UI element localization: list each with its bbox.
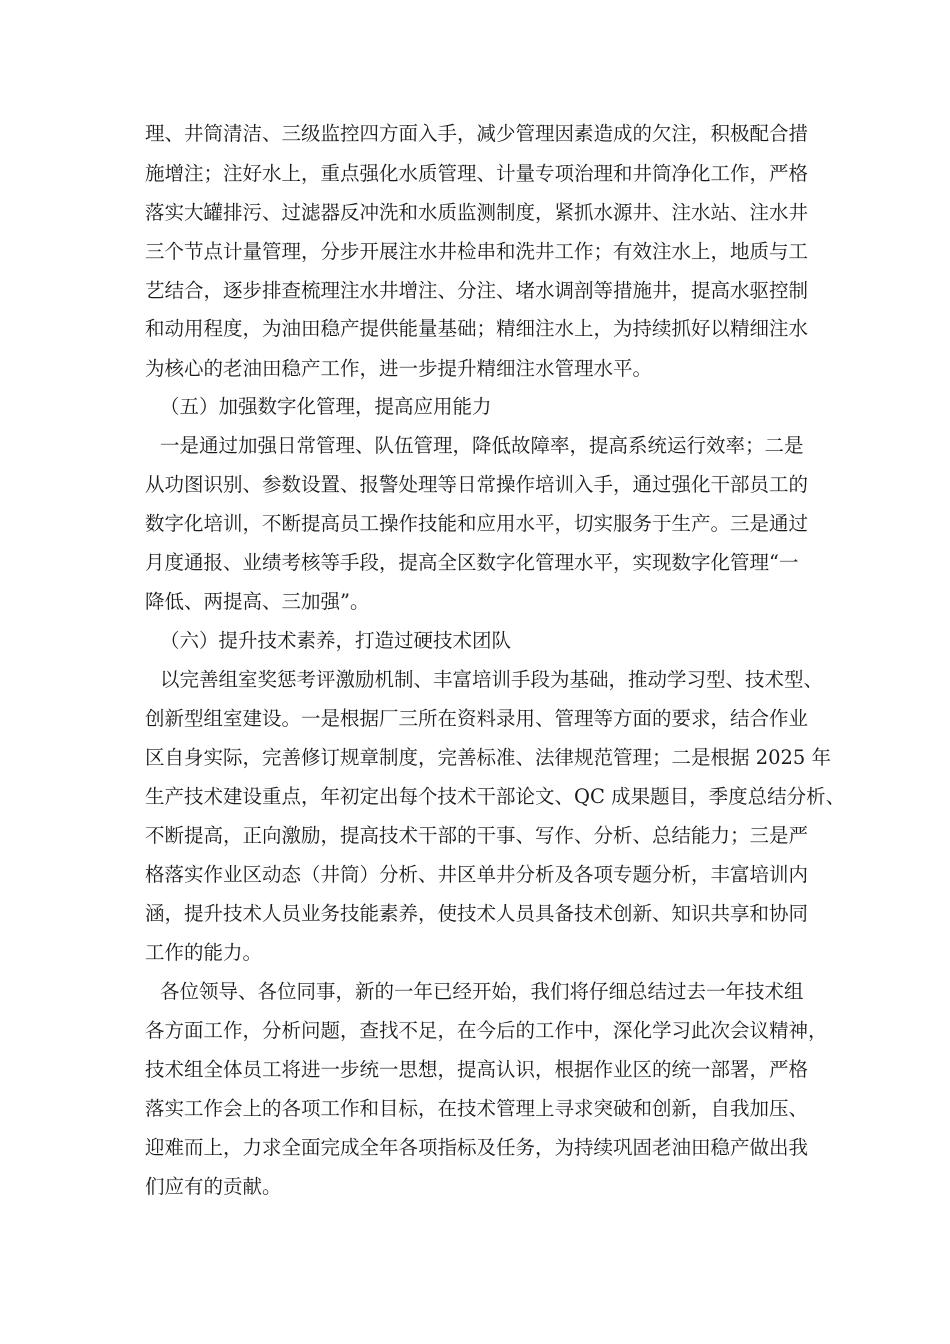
paragraph-line: 月度通报、业绩考核等手段，提高全区数字化管理水平，实现数字化管理“一 bbox=[145, 551, 799, 574]
paragraph-line: 落实大罐排污、过滤器反冲洗和水质监测制度，紧抓水源井、注水站、注水井 bbox=[145, 201, 809, 224]
paragraph-line: 迎难而上，力求全面完成全年各项指标及任务，为持续巩固老油田稳产做出我 bbox=[145, 1136, 809, 1159]
paragraph-line: 降低、两提高、三加强”。 bbox=[145, 590, 370, 613]
paragraph-line: 和动用程度，为油田稳产提供能量基础；精细注水上，为持续抓好以精细注水 bbox=[145, 317, 809, 340]
paragraph-line: 落实工作会上的各项工作和目标，在技术管理上寻求突破和创新，自我加压、 bbox=[145, 1097, 809, 1120]
paragraph-line: 数字化培训，不断提高员工操作技能和应用水平，切实服务于生产。三是通过 bbox=[145, 512, 809, 535]
section-heading-6: （六）提升技术素养，打造过硬技术团队 bbox=[160, 629, 512, 652]
paragraph-line: 各位领导、各位同事，新的一年已经开始，我们将仔细总结过去一年技术组 bbox=[160, 980, 804, 1003]
paragraph-line: 从功图识别、参数设置、报警处理等日常操作培训入手，通过强化干部员工的 bbox=[145, 473, 809, 496]
paragraph-line: 技术组全体员工将进一步统一思想，提高认识，根据作业区的统一部署，严格 bbox=[145, 1058, 809, 1081]
paragraph-line: 生产技术建设重点，年初定出每个技术干部论文、QC 成果题目，季度总结分析、 bbox=[145, 785, 846, 808]
paragraph-line: 们应有的贡献。 bbox=[145, 1175, 282, 1198]
paragraph-line: 格落实作业区动态（井筒）分析、井区单井分析及各项专题分析，丰富培训内 bbox=[145, 863, 809, 886]
paragraph-line: 理、井筒清洁、三级监控四方面入手，减少管理因素造成的欠注，积极配合措 bbox=[145, 122, 809, 145]
paragraph-line: 为核心的老油田稳产工作，进一步提升精细注水管理水平。 bbox=[145, 357, 653, 380]
paragraph-line: 创新型组室建设。一是根据厂三所在资料录用、管理等方面的要求，结合作业 bbox=[145, 707, 809, 730]
paragraph-line: 不断提高，正向激励，提高技术干部的干事、写作、分析、总结能力；三是严 bbox=[145, 824, 809, 847]
paragraph-line: 涵，提升技术人员业务技能素养，使技术人员具备技术创新、知识共享和协同 bbox=[145, 902, 809, 925]
paragraph-line: 各方面工作，分析问题，查找不足，在今后的工作中，深化学习此次会议精神， bbox=[145, 1019, 828, 1042]
paragraph-line: 艺结合，逐步排查梳理注水井增注、分注、堵水调剖等措施井，提高水驱控制 bbox=[145, 279, 809, 302]
section-heading-5: （五）加强数字化管理，提高应用能力 bbox=[160, 395, 492, 418]
paragraph-line: 区自身实际，完善修订规章制度，完善标准、法律规范管理；二是根据 2025 年 bbox=[145, 746, 832, 769]
paragraph-line: 施增注；注好水上，重点强化水质管理、计量专项治理和井筒净化工作，严格 bbox=[145, 162, 809, 185]
paragraph-line: 三个节点计量管理，分步开展注水井检串和洗井工作；有效注水上，地质与工 bbox=[145, 240, 809, 263]
paragraph-line: 工作的能力。 bbox=[145, 941, 263, 964]
paragraph-line: 以完善组室奖惩考评激励机制、丰富培训手段为基础，推动学习型、技术型、 bbox=[160, 668, 824, 691]
paragraph-line: 一是通过加强日常管理、队伍管理，降低故障率，提高系统运行效率；二是 bbox=[160, 434, 804, 457]
